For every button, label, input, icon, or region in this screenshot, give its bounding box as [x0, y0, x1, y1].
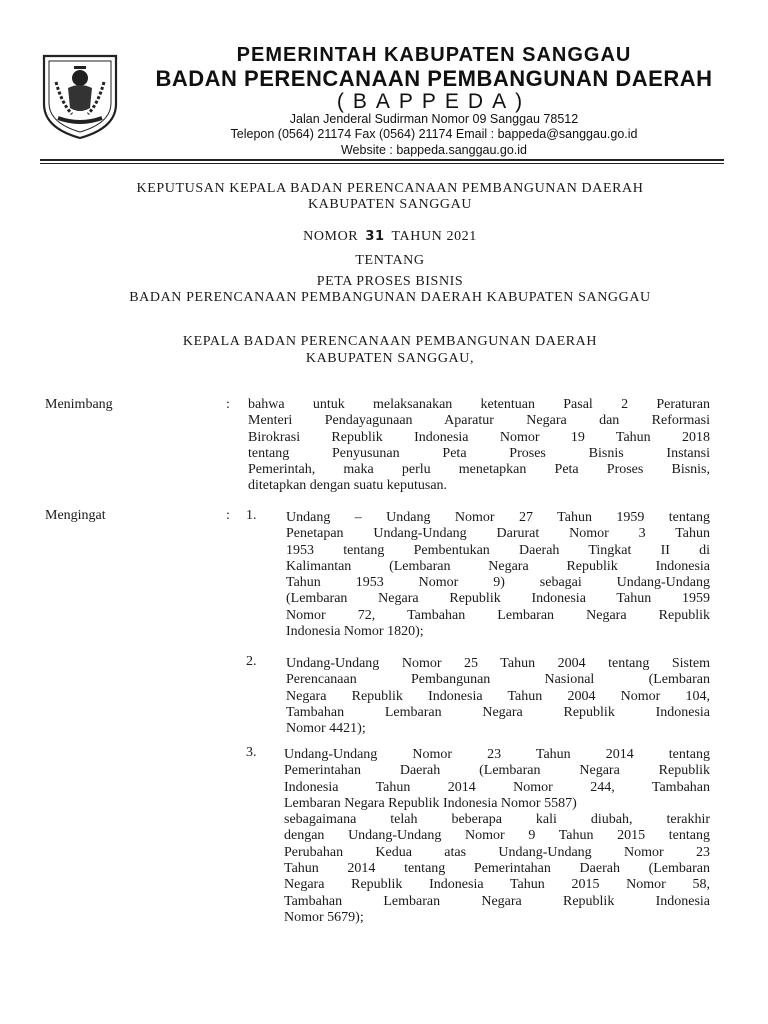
menimbang-line: tentang Penyusunan Peta Proses Bisnis Instansi: [248, 445, 710, 461]
decree-title-line2: KABUPATEN SANGGAU: [307, 197, 473, 212]
mengingat-item-2: [286, 656, 710, 737]
mengingat-item-line: Perubahan Kedua atas Undang-Undang Nomor 23: [284, 844, 710, 860]
mengingat-item-line: Undang-Undang Nomor 23 Tahun 2014 tentang: [284, 747, 710, 762]
letterhead-address: Jalan Jenderal Sudirman Nomor 09 Sanggau 78512: [289, 112, 579, 126]
menimbang-line: Birokrasi Republik Indonesia Nomor 19 Tahun 2018: [248, 429, 710, 445]
decree-subject-line1: PETA PROSES BISNIS: [316, 274, 464, 289]
mengingat-item-line: Indonesia Tahun 2014 Nomor 244, Tambahan: [284, 779, 710, 795]
mengingat-item-line: Nomor 5679);: [284, 909, 364, 925]
menimbang-paragraph: [248, 397, 710, 495]
mengingat-item-line: Perencanaan Pembangunan Nasional (Lembaran: [286, 672, 710, 688]
letterhead-abbreviation: (BAPPEDA): [336, 90, 532, 113]
mengingat-item-line: Undang-Undang Nomor 25 Tahun 2004 tentang Sistem: [286, 656, 710, 671]
mengingat-item-line: Tahun 1953 Nomor 9) sebagai Undang-Undang: [286, 575, 710, 591]
decree-subject-line2: BADAN PERENCANAAN PEMBANGUNAN DAERAH KABUPATEN SANGGAU: [129, 290, 651, 305]
decree-number-line: [40, 229, 740, 245]
mengingat-item-line: Tambahan Lembaran Negara Republik Indonesia: [286, 704, 710, 720]
letterhead-website: Website : bappeda.sanggau.go.id: [340, 143, 528, 157]
letterhead-divider-thin: [40, 163, 724, 164]
mengingat-item-line: Nomor 72, Tambahan Lembaran Negara Republik: [286, 607, 710, 623]
letterhead-divider-thick: [40, 159, 724, 161]
menimbang-label: Menimbang: [45, 397, 113, 412]
mengingat-item-line: Indonesia Nomor 1820);: [286, 624, 424, 640]
decree-number-handwritten: 31: [365, 229, 385, 244]
mengingat-item-line: Penetapan Undang-Undang Darurat Nomor 3 Tahun: [286, 526, 710, 542]
decree-number-prefix: NOMOR: [303, 229, 359, 244]
decree-issuer-line1: KEPALA BADAN PERENCANAAN PEMBANGUNAN DAERAH: [182, 334, 598, 349]
decree-issuer-line2: KABUPATEN SANGGAU,: [305, 351, 475, 366]
mengingat-item-line: (Lembaran Negara Republik Indonesia Tahun 1959: [286, 591, 710, 607]
letterhead-contact: Telepon (0564) 21174 Fax (0564) 21174 Email : bappeda@sanggau.go.id: [230, 127, 638, 141]
decree-title-line1: KEPUTUSAN KEPALA BADAN PERENCANAAN PEMBANGUNAN DAERAH: [136, 181, 644, 196]
mengingat-item-line: dengan Undang-Undang Nomor 9 Tahun 2015 tentang: [284, 828, 710, 844]
letterhead-government: PEMERINTAH KABUPATEN SANGGAU: [236, 44, 632, 66]
menimbang-line: Pemerintah, maka perlu menetapkan Peta Proses Bisnis,: [248, 462, 710, 478]
menimbang-line: bahwa untuk melaksanakan ketentuan Pasal 2 Peraturan: [248, 397, 710, 412]
mengingat-item-line: Lembaran Negara Republik Indonesia Nomor 5587): [284, 795, 577, 811]
menimbang-line: ditetapkan dengan suatu keputusan.: [248, 478, 448, 494]
decree-number-suffix: TAHUN 2021: [391, 229, 477, 244]
sanggau-coat-of-arms-icon: [38, 52, 122, 140]
mengingat-label: Mengingat: [45, 508, 106, 523]
mengingat-item-number: 2.: [246, 654, 257, 669]
mengingat-item-line: Negara Republik Indonesia Tahun 2015 Nomor 58,: [284, 877, 710, 893]
mengingat-item-line: Tambahan Lembaran Negara Republik Indonesia: [284, 893, 710, 909]
mengingat-item-number: 1.: [246, 508, 257, 523]
mengingat-item-line: sebagaimana telah beberapa kali diubah, terakhir: [284, 812, 710, 828]
mengingat-item-1: [286, 510, 710, 640]
mengingat-item-line: Negara Republik Indonesia Tahun 2004 Nomor 104,: [286, 688, 710, 704]
mengingat-item-line: 1953 tentang Pembentukan Daerah Tingkat II di: [286, 542, 710, 558]
mengingat-item-line: Nomor 4421);: [286, 721, 366, 737]
letterhead-agency: BADAN PERENCANAAN PEMBANGUNAN DAERAH: [155, 66, 713, 91]
mengingat-item-line: Undang – Undang Nomor 27 Tahun 1959 tentang: [286, 510, 710, 525]
mengingat-item-line: Tahun 2014 tentang Pemerintahan Daerah (Lembaran: [284, 861, 710, 877]
mengingat-item-number: 3.: [246, 745, 257, 760]
menimbang-line: Menteri Pendayagunaan Aparatur Negara dan Reformasi: [248, 413, 710, 429]
mengingat-colon: :: [226, 508, 230, 523]
mengingat-item-3: [284, 747, 710, 926]
decree-about: TENTANG: [355, 253, 425, 268]
menimbang-colon: :: [226, 397, 230, 412]
mengingat-item-line: Kalimantan (Lembaran Negara Republik Indonesia: [286, 558, 710, 574]
mengingat-item-line: Pemerintahan Daerah (Lembaran Negara Republik: [284, 763, 710, 779]
